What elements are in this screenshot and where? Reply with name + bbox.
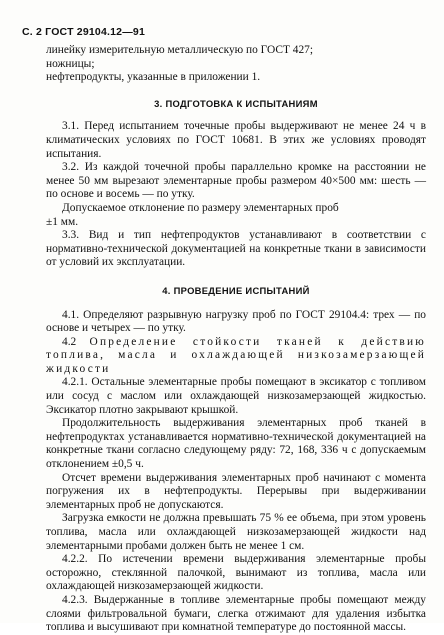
- paragraph-duration: Продолжительность выдерживания элементарных проб тканей в нефтепродуктах устанавливается нормативно-технической документацией на конкретные ткани согласно следующему ряду: 72, 168, 336 ч с допускаемым отклонением ±0,5 ч.: [46, 417, 426, 471]
- paragraph-3-2-tolerance-value: ±1 мм.: [46, 215, 79, 228]
- section-3-title: 3. ПОДГОТОВКА К ИСПЫТАНИЯМ: [154, 97, 318, 109]
- paragraph-4-2-number: 4.2: [62, 335, 77, 348]
- paragraph-3-2-tolerance: Допускаемое отклонение по размеру элементарных проб: [62, 201, 339, 214]
- paragraph-4-2: [46, 336, 426, 377]
- paragraph-4-2-2: 4.2.2. По истечении времени выдерживания элементарные пробы осторожно, стеклянной палочкой, вынимают из топлива, масла или охлаждающей низкозамерзающей жидкости.: [46, 553, 426, 593]
- paragraph-4-2-1: 4.2.1. Остальные элементарные пробы помещают в эксикатор с топливом или сосуд с маслом или охлаждающей низкозамерзающей жидкостью. Эксикатор плотно закрывают крышкой.: [46, 376, 426, 416]
- paragraph-load: Загрузка емкости не должна превышать 75 % ее объема, при этом уровень топлива, масла или охлаждающей низкозамерзающей жидкости над элементарными пробами должен быть не менее 1 см.: [46, 512, 426, 552]
- page-header: С. 2 ГОСТ 29104.12—91: [22, 26, 145, 38]
- paragraph-time-start: Отсчет времени выдерживания элементарных проб начинают с момента погружения их в нефтепродукты. Перерывы при выдерживании элементарных проб не допускаются.: [46, 471, 426, 511]
- list-item: линейку измерительную металлическую по ГОСТ 427;: [46, 44, 314, 56]
- paragraph-3-1: 3.1. Перед испытанием точечные пробы выдерживают не менее 24 ч в климатических условиях по ГОСТ 10681. В этих же условиях проводят испытания.: [46, 120, 426, 160]
- section-4-title: 4. ПРОВЕДЕНИЕ ИСПЫТАНИЙ: [162, 284, 310, 296]
- list-item: нефтепродукты, указанные в приложении 1.: [46, 71, 261, 84]
- paragraph-4-2-3: 4.2.3. Выдержанные в топливе элементарные пробы помещают между слоями фильтровальной бумаги, слегка отжимают для удаления избытка топлива и высушивают при комнатной температуре до постоянной массы.: [46, 593, 426, 634]
- paragraph-4-1: 4.1. Определяют разрывную нагрузку проб по ГОСТ 29104.4: трех — по основе и четырех — по утку.: [46, 308, 426, 335]
- paragraph-4-2-spaced-text: Определение стойкости тканей к действию топлива, масла и охлаждающей низкозамерзающей жидкости: [46, 335, 426, 375]
- paragraph-3-3: 3.3. Вид и тип нефтепродуктов устанавливают в соответствии с нормативно-технической документацией на конкретные ткани в зависимости от условий их эксплуатации.: [46, 229, 426, 269]
- paragraph-3-2: 3.2. Из каждой точечной пробы параллельно кромке на расстоянии не менее 50 мм вырезают элементарные пробы размером 40×500 мм: шесть — по основе и восемь — по утку.: [46, 161, 426, 201]
- page-content: [46, 44, 426, 635]
- list-item: ножницы;: [46, 57, 95, 70]
